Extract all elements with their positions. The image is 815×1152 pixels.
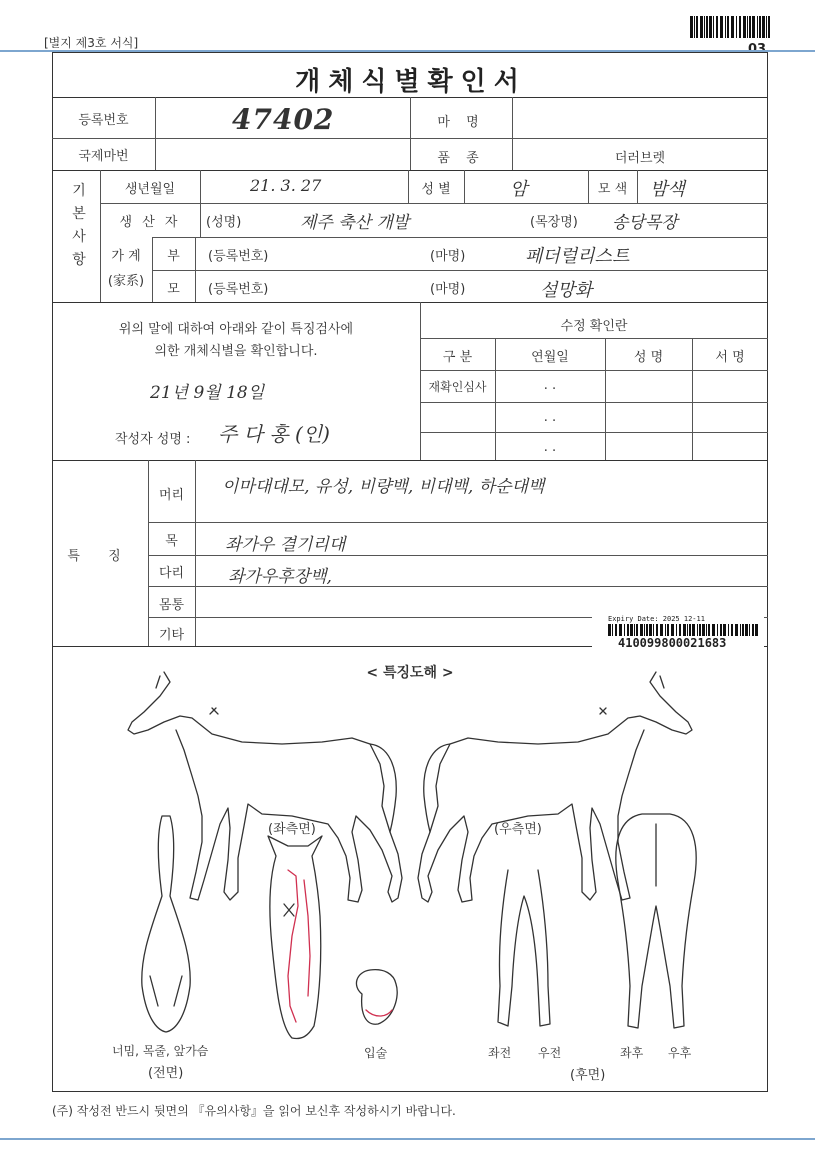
sex-label: 성 별 [421,182,451,197]
color-label: 모 색 [597,182,628,197]
producer-name-value: 제주 축산 개발 [300,213,410,233]
head-label: 머리 [158,488,185,503]
sire-value: 페더럴리스트 [525,246,630,267]
col-category: 구 분 [442,350,473,365]
features-section-label: 특 징 [67,549,133,564]
col-name: 성 명 [633,350,664,365]
barcode-sticker [592,614,764,650]
dam-value: 설망화 [540,280,593,301]
lip-label: 입술 [364,1046,388,1060]
top-barcode [690,16,772,38]
intl-no-label: 국제마번 [78,149,129,164]
page-number: 03 [748,42,767,57]
sire-reg-no-label: (등록번호) [208,249,269,264]
neck-value: 좌가우 결기리대 [225,535,346,555]
front-neck-view [142,816,190,1032]
right-side-label: (우측면) [494,822,542,837]
leg-label: 다리 [158,566,185,581]
body-label: 몸통 [158,598,185,613]
reg-no-label: 등록번호 [78,113,129,128]
lineage-hanja: (家系) [107,274,145,289]
writer-label: 작성자 성명 : [115,432,191,447]
footer-rule [0,1138,815,1140]
dam-label: 모 [167,282,180,297]
barcode-number: 410099800021683 [618,636,727,650]
page-title: 개체식별확인서 [295,67,527,97]
head-value: 이마대대모, 유성, 비량백, 비대백, 하순대백 [222,477,545,497]
barcode-expiry: Expiry Date: 2025 12-11 [608,615,705,623]
neck-label: 목 [165,534,178,549]
birth-value: 21. 3. 27 [250,176,322,195]
row3-date: . . [543,440,557,455]
horse-name-label: 마 명 [437,115,485,130]
left-side-label: (좌측면) [268,822,316,837]
farm-label: (목장명) [530,215,578,230]
writer-signature: 주 다 홍 (인) [218,422,330,446]
correction-title: 수정 확인란 [560,319,628,334]
diagram-title: < 특징도해 > [366,665,454,681]
col-date: 연월일 [531,350,569,365]
producer-label: 생 산 자 [119,215,181,230]
dam-reg-no-label: (등록번호) [208,282,269,297]
statement-line2: 의한 개체식별을 확인합니다. [154,344,318,359]
form-number-label: [별지 제3호 서식] [44,36,139,50]
front-legs-view [498,870,550,1026]
lineage-label: 가 계 [111,249,141,264]
birth-label: 생년월일 [124,182,176,197]
front-label: (전면) [148,1066,184,1081]
color-value: 밤색 [650,179,685,200]
row1-label: 재확인심사 [428,380,487,394]
col-sign: 서 명 [715,350,745,365]
statement-line1: 위의 말에 대하여 아래와 같이 특징검사에 [118,322,354,337]
basic-section-label: 기본사항 [72,183,86,268]
sire-name-label: (마명) [430,249,466,264]
lip-view [356,970,397,1025]
right-side-horse [418,672,692,902]
dam-name-label: (마명) [430,282,466,297]
breed-label: 품 종 [437,151,485,166]
horse-diagrams [52,646,768,1092]
front-caption: 너밈, 목줄, 앞가슴 [112,1044,209,1058]
front-left-label: 좌전 [488,1046,512,1060]
row1-date: . . [543,378,557,393]
sire-label: 부 [167,249,180,264]
other-label: 기타 [158,628,185,643]
producer-name-label: (성명) [206,215,242,230]
sex-value: 암 [510,179,528,200]
rear-view [616,814,696,1028]
confirm-date: 21년 9월 18일 [150,383,265,403]
rear-left-label: 좌후 [620,1046,644,1060]
rear-right-label: 우후 [668,1046,692,1060]
front-right-label: 우전 [538,1046,562,1060]
reg-no-value: 47402 [232,103,335,136]
leg-value: 좌가우후장백, [228,567,332,587]
rear-label: (후면) [570,1068,606,1083]
head-front-view [268,836,322,1039]
footer-note: (주) 작성전 반드시 뒷면의 『유의사항』을 읽어 보신후 작성하시기 바랍니다. [52,1104,456,1118]
breed-value: 더러브렛 [614,151,666,166]
left-side-horse [128,672,402,902]
row2-date: . . [543,410,557,425]
farm-value: 송당목장 [612,213,678,233]
